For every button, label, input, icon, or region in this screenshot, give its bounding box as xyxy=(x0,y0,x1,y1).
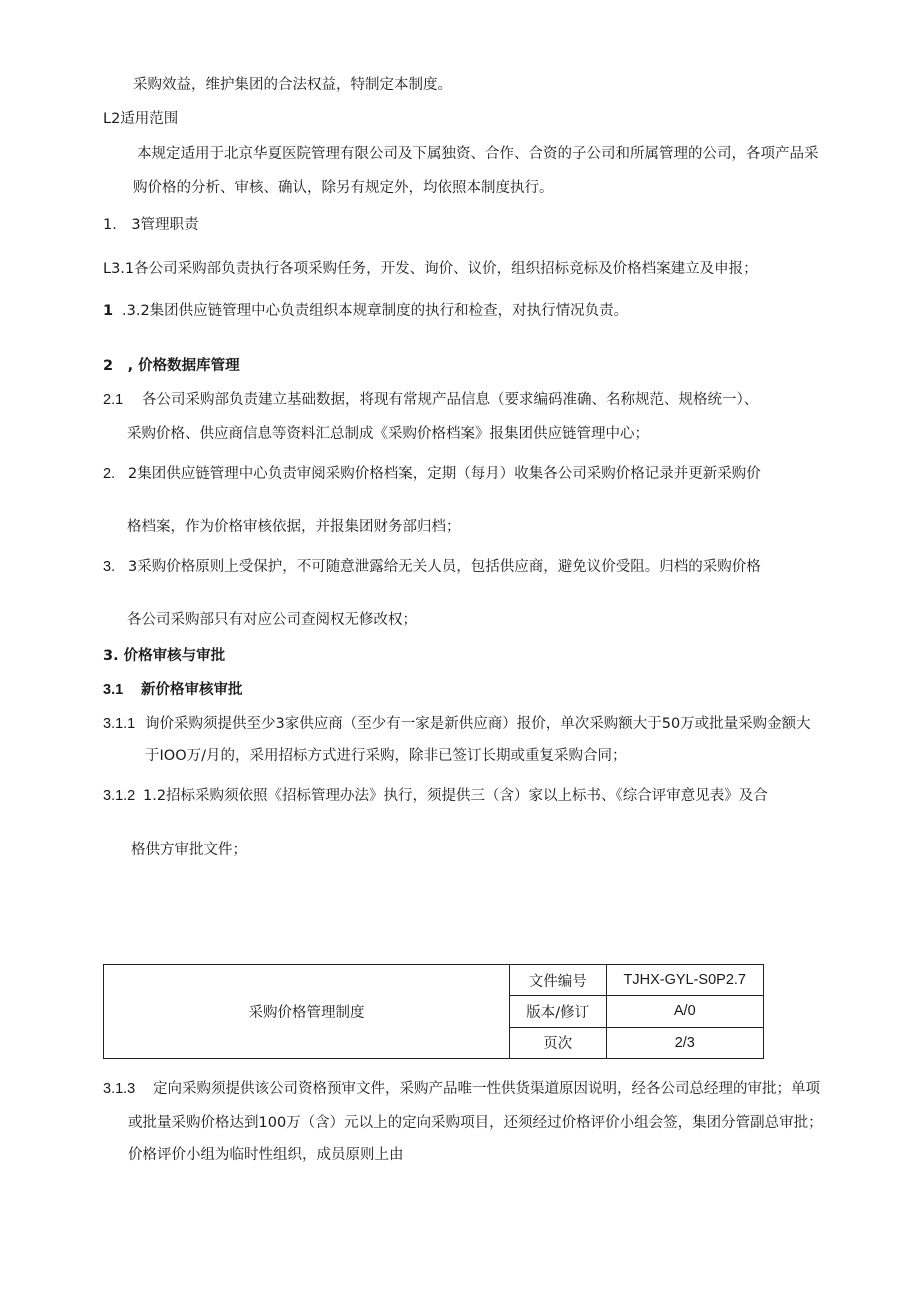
version-value: A/0 xyxy=(606,996,763,1027)
section-3-heading: 3. 价格审核与审批 xyxy=(103,648,226,664)
section-3-1-3-text: 或批量采购价格达到100万（含）元以上的定向采购项目，还须经过价格评价小组会签，集团分管副总审批； xyxy=(128,1115,823,1131)
section-2-2-text: 格档案，作为价格审核依据，并报集团财务部归档； xyxy=(127,519,461,535)
page-value: 2/3 xyxy=(606,1027,763,1058)
section-2-2-text: 2集团供应链管理中心负责审阅采购价格档案，定期（每月）收集各公司采购价格记录并更新采购价 xyxy=(128,466,761,482)
section-1-3-2-number: 1 xyxy=(103,303,114,319)
section-1-3-heading: 1. 3管理职责 xyxy=(103,217,199,233)
section-1-2-text: 本规定适用于北京华夏医院管理有限公司及下属独资、合作、合资的子公司和所属管理的公司，各项产品采 xyxy=(137,146,819,162)
document-title: 采购价格管理制度 xyxy=(104,965,510,1059)
section-1-2-heading: L2适用范围 xyxy=(103,111,179,127)
section-3-1-1-text: 询价采购须提供至少3家供应商（至少有一家是新供应商）报价，单次采购额大于50万或批量采购金额大 xyxy=(145,716,811,732)
section-3-1-1-number: 3.1.1 xyxy=(103,716,136,732)
section-3-1-3-number: 3.1.3 xyxy=(103,1081,136,1097)
section-1-3-1: L3.1各公司采购部负责执行各项采购任务，开发、询价、议价，组织招标竞标及价格档案建立及申报； xyxy=(103,261,758,277)
doc-number-value: TJHX-GYL-S0P2.7 xyxy=(606,965,763,996)
section-2-2-number: 2. xyxy=(103,466,116,482)
doc-number-label: 文件编号 xyxy=(509,965,606,996)
section-3-1-1-text: 于IOO万/月的，采用招标方式进行采购，除非已签订长期或重复采购合同； xyxy=(145,748,627,764)
paragraph-continuation: 采购效益，维护集团的合法权益，特制定本制度。 xyxy=(133,77,452,93)
section-3-1-number: 3.1 xyxy=(103,682,124,698)
section-2-3-number: 3. xyxy=(103,559,116,575)
section-3-1-3-text: 定向采购须提供该公司资格预审文件，采购产品唯一性供货渠道原因说明，经各公司总经理的审批；单项 xyxy=(153,1081,820,1097)
section-2-1-text: 各公司采购部负责建立基础数据，将现有常规产品信息（要求编码准确、名称规范、规格统一）、 xyxy=(142,392,759,408)
section-2-1-text: 采购价格、供应商信息等资料汇总制成《采购价格档案》报集团供应链管理中心； xyxy=(127,426,649,442)
section-3-1-3-text: 价格评价小组为临时性组织，成员原则上由 xyxy=(128,1147,404,1163)
section-1-2-text: 购价格的分析、审核、确认，除另有规定外，均依照本制度执行。 xyxy=(133,180,554,196)
section-3-1-2-number: 3.1.2 xyxy=(103,788,136,804)
section-1-3-2-text: .3.2集团供应链管理中心负责组织本规章制度的执行和检查，对执行情况负责。 xyxy=(122,303,629,319)
version-label: 版本/修订 xyxy=(509,996,606,1027)
section-2-3-text: 3采购价格原则上受保护，不可随意泄露给无关人员，包括供应商，避免议价受阻。归档的采购价格 xyxy=(128,559,761,575)
section-3-1-2-text: 1.2招标采购须依照《招标管理办法》执行，须提供三（含）家以上标书、《综合评审意见表》及合 xyxy=(143,788,768,804)
section-3-1-2-text: 格供方审批文件； xyxy=(131,842,247,858)
page-label: 页次 xyxy=(509,1027,606,1058)
section-3-1-title: 新价格审核审批 xyxy=(141,682,243,698)
section-2-1-number: 2.1 xyxy=(103,392,124,408)
document-control-table xyxy=(103,964,764,1059)
section-2-heading: 2 , 价格数据库管理 xyxy=(103,358,240,374)
section-2-3-text: 各公司采购部只有对应公司查阅权无修改权； xyxy=(127,612,417,628)
